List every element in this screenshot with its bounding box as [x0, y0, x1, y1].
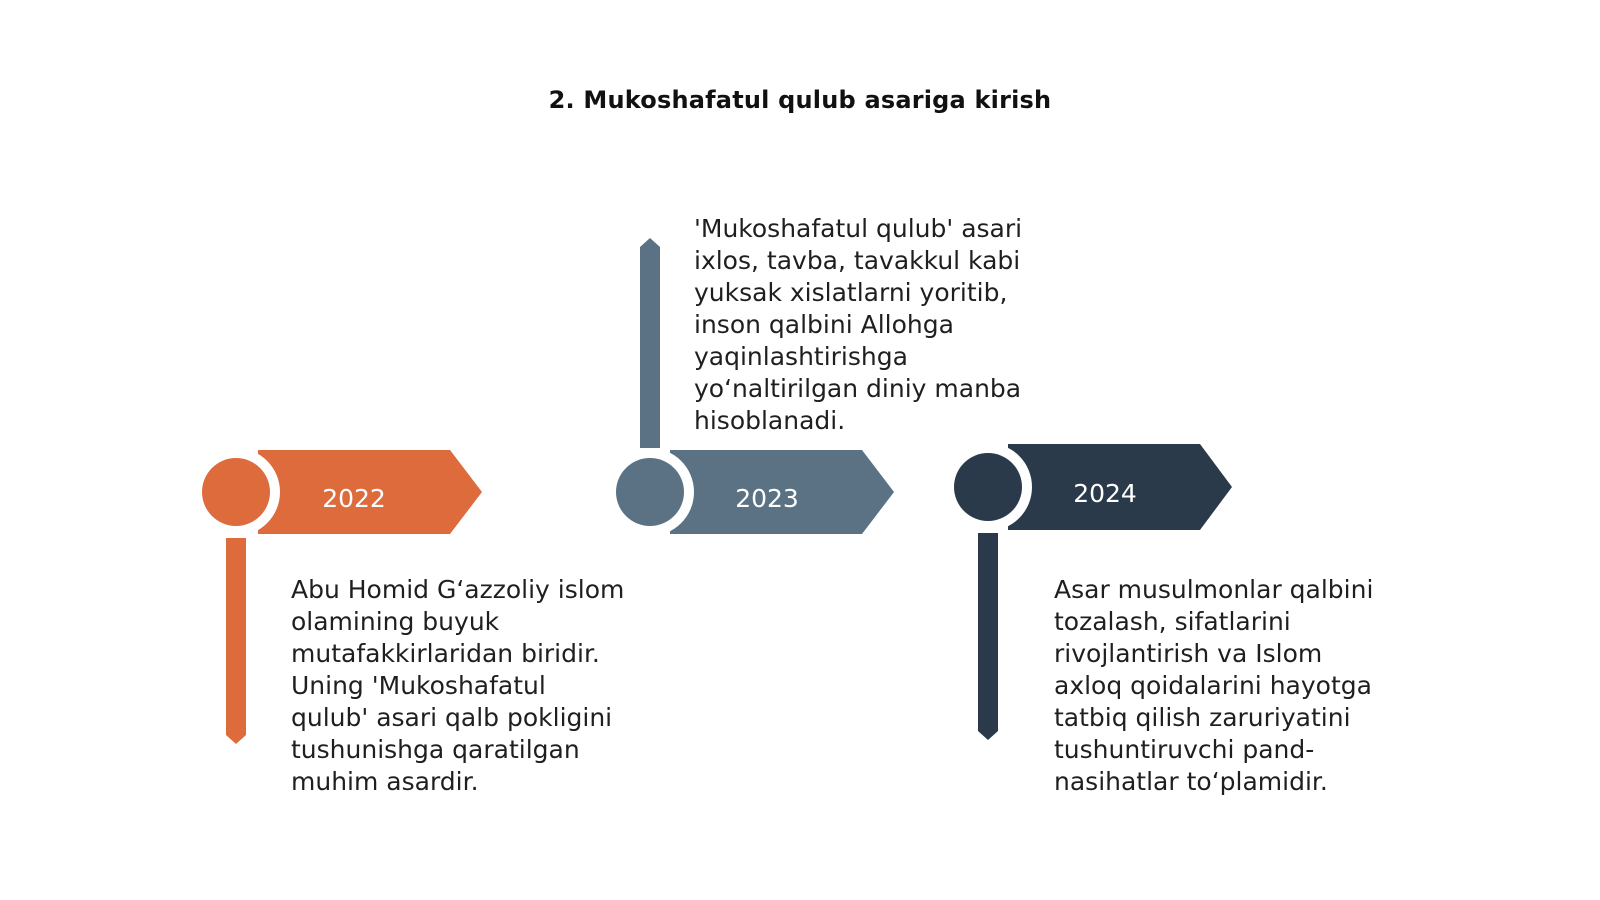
milestone-2022-year: 2022 [322, 484, 386, 513]
milestone-2023-description: 'Mukoshafatul qulub' asari ixlos, tavba, tavakkul kabi yuksak xislatlarni yoritib, inson qalbini Allohga yaqinlashtirishga yo‘naltirilgan diniy manba hisoblanadi. [694, 214, 1023, 435]
milestone-2022-dot [202, 458, 270, 526]
milestone-2023-stem [640, 238, 660, 448]
milestone-2023-dot [616, 458, 684, 526]
milestone-2024-dot [954, 453, 1022, 521]
milestone-2023-year: 2023 [735, 484, 799, 513]
milestone-2022-stem [226, 538, 246, 744]
page-title: 2. Mukoshafatul qulub asariga kirish [548, 86, 1052, 114]
milestone-2024-description: Asar musulmonlar qalbini tozalash, sifatlarini rivojlantirish va Islom axloq qoidalarini hayotga tatbiq qilish zaruriyatini tushuntiruvchi pand- nasihatlar to‘plamidir. [1054, 575, 1374, 796]
milestone-2024-year: 2024 [1073, 479, 1137, 508]
milestone-2024-stem [978, 533, 998, 740]
milestone-2022-description: Abu Homid G‘azzoliy islom olamining buyuk mutafakkirlaridan biridir. Uning 'Mukoshafatul qulub' asari qalb pokligini tushunishga qaratilgan muhim asardir. [291, 575, 625, 796]
